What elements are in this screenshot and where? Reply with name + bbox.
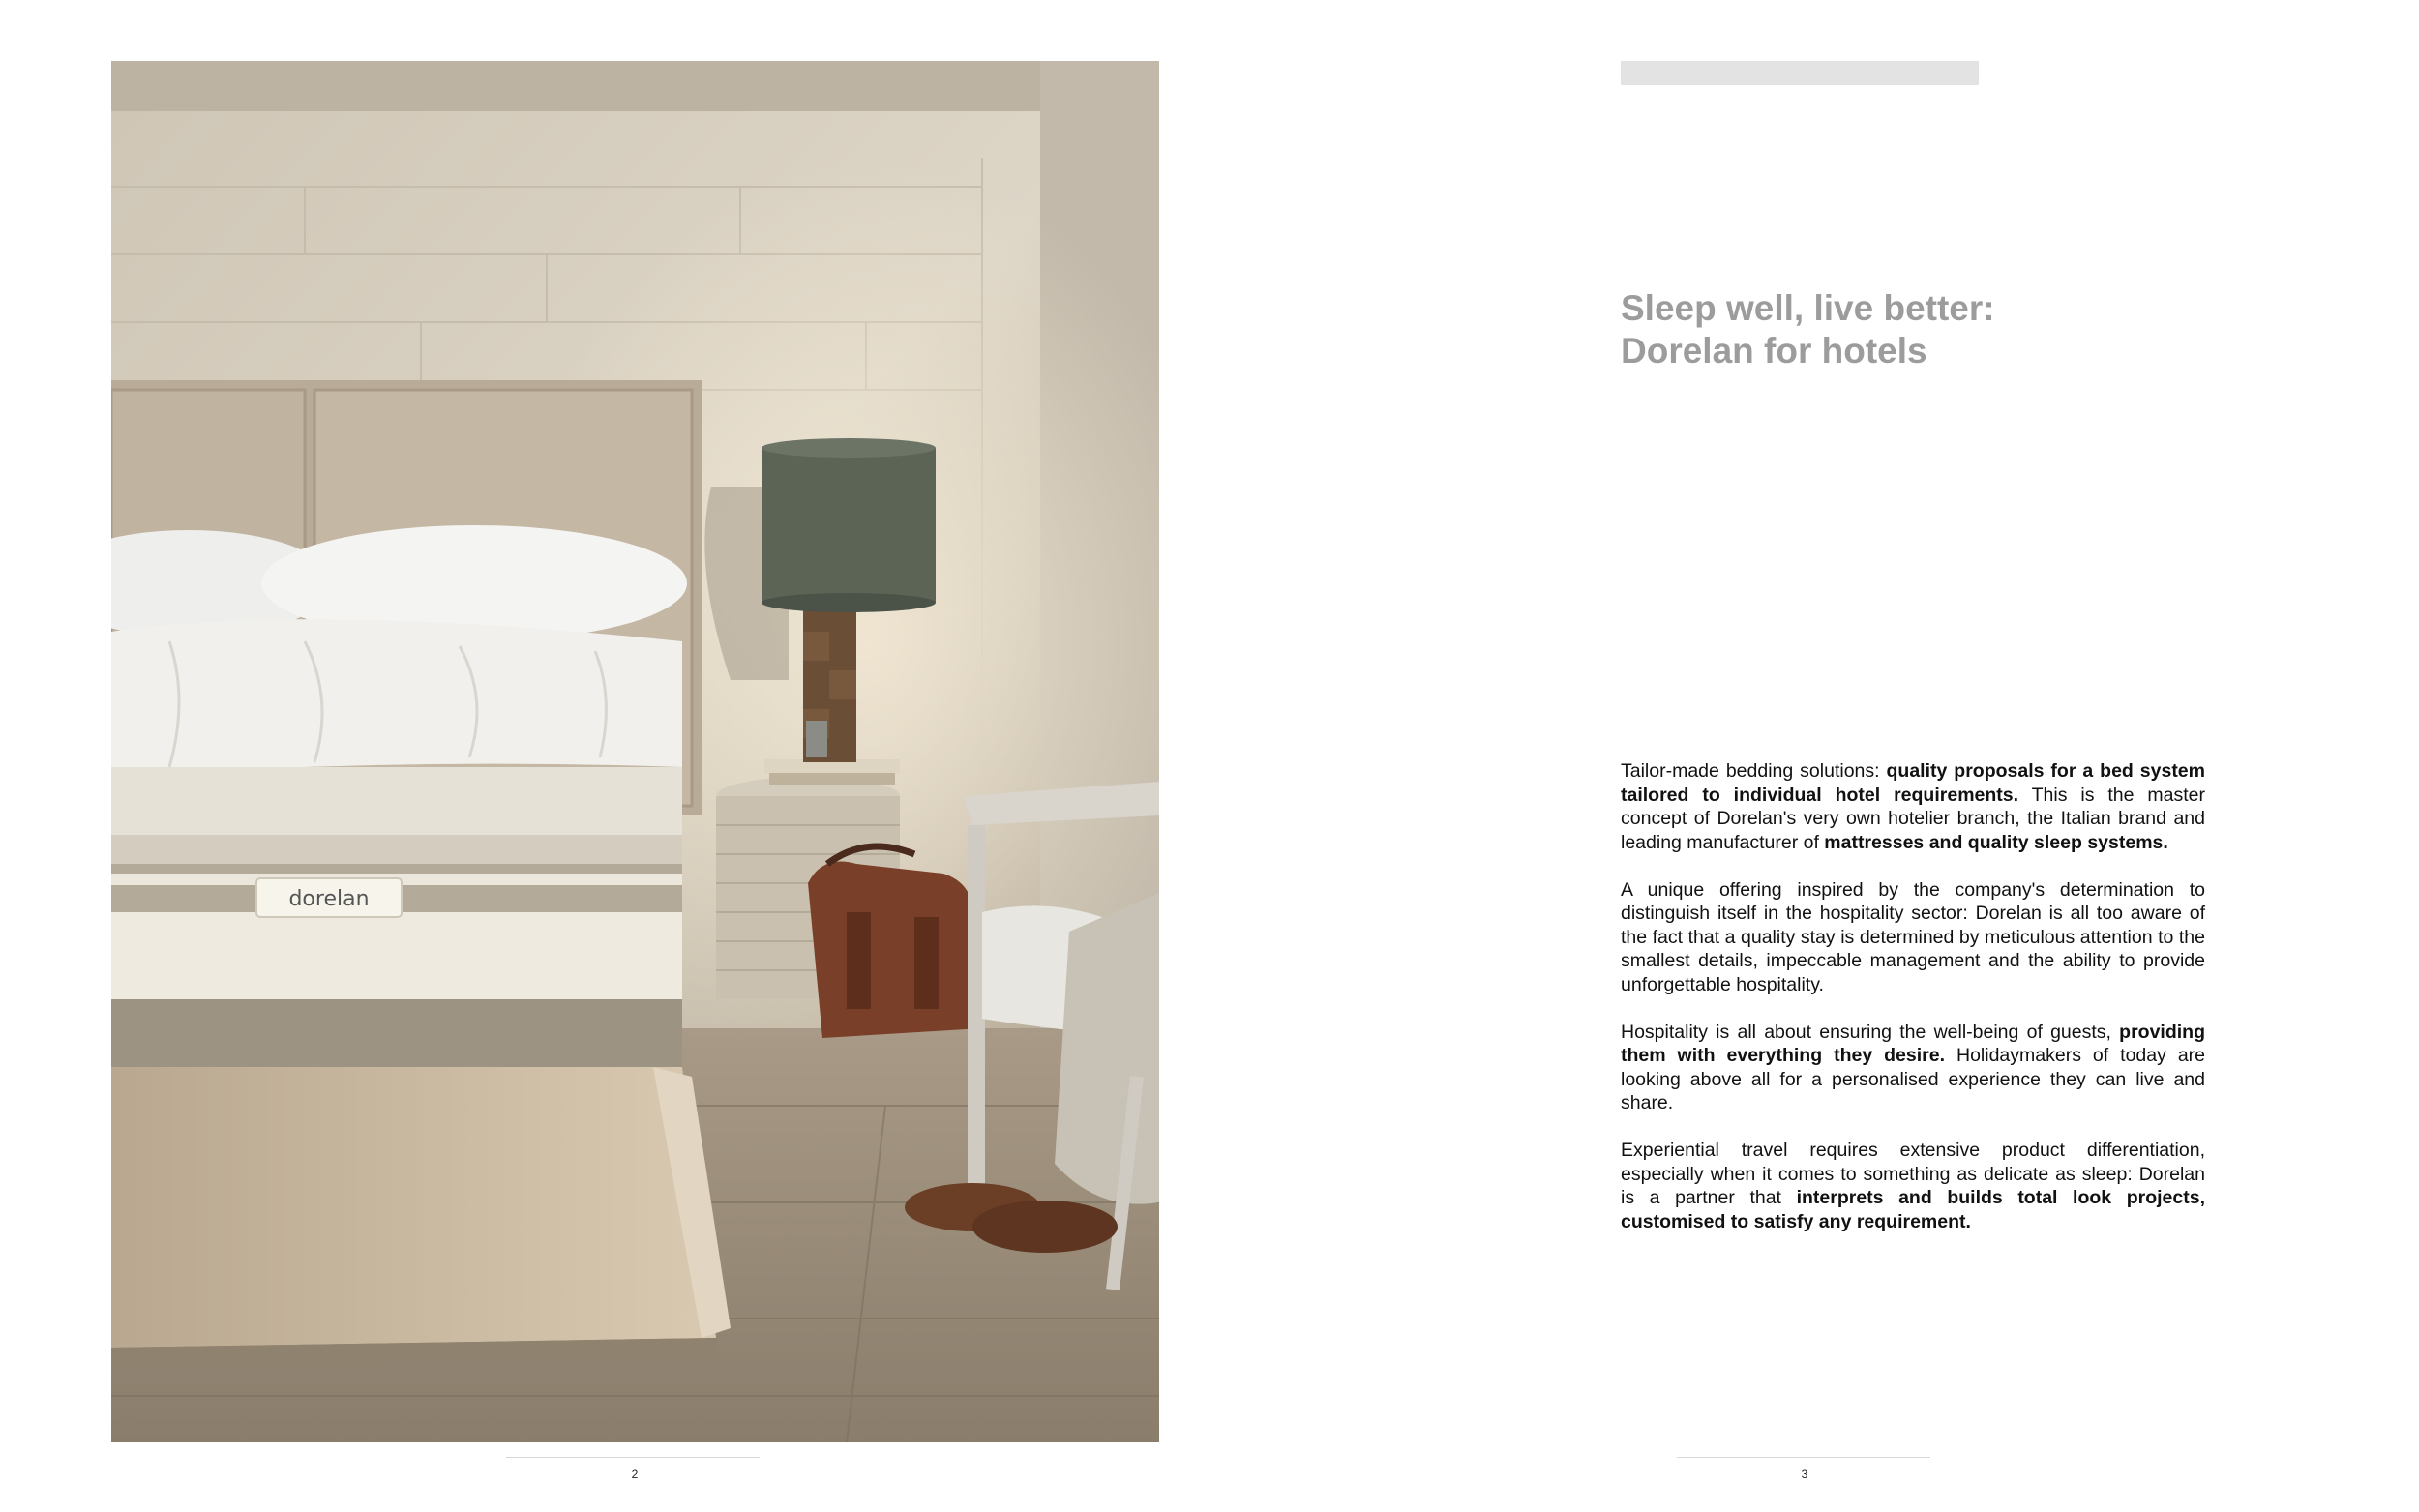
body-paragraph bbox=[1621, 759, 2205, 854]
page-title bbox=[1621, 287, 2201, 372]
paragraph-text: Holidaymakers of today are looking above all for a personalised experience they can live and share. bbox=[1621, 1045, 2205, 1113]
emphasized-text: interprets and builds total look projects, customised to satisfy any requirement. bbox=[1621, 1187, 2205, 1232]
right-page-number: 3 bbox=[1801, 1468, 1808, 1481]
body-paragraph bbox=[1621, 878, 2205, 997]
body-text bbox=[1621, 759, 2205, 1258]
page-title-line-1: Sleep well, live better: bbox=[1621, 288, 1995, 328]
emphasized-text: mattresses and quality sleep systems. bbox=[1824, 831, 2168, 853]
paragraph-text: A unique offering inspired by the company's determination to distinguish itself in the hospitality sector: Dorelan is all too aware of the fact that a quality stay is determined by meticulous attention to the smallest details, impeccable management and the ability to provide unforgettable hospitality. bbox=[1621, 878, 2205, 995]
bedroom-photo bbox=[111, 61, 1159, 1442]
paragraph-text: Experiential travel requires extensive product differentiation, especially when it comes to something as delicate as sleep: Dorelan is a partner that bbox=[1621, 1140, 2205, 1208]
body-paragraph bbox=[1621, 1139, 2205, 1233]
emphasized-text: providing them with everything they desire. bbox=[1621, 1021, 2205, 1066]
left-page-number: 2 bbox=[631, 1468, 639, 1481]
paragraph-text: Tailor-made bedding solutions: bbox=[1621, 760, 1887, 782]
right-footer-rule bbox=[1677, 1457, 1930, 1458]
body-paragraph bbox=[1621, 1021, 2205, 1115]
mattress-brand-label: dorelan bbox=[288, 887, 370, 911]
paragraph-text: Hospitality is all about ensuring the well-being of guests, bbox=[1621, 1021, 2120, 1043]
bedroom-photo-illustration bbox=[111, 61, 1159, 1442]
paragraph-text: This is the master concept of Dorelan's very own hotelier branch, the Italian brand and leading manufacturer of bbox=[1621, 784, 2205, 853]
left-footer-rule bbox=[506, 1457, 760, 1458]
header-placeholder-bar bbox=[1621, 61, 1979, 85]
page-title-line-2: Dorelan for hotels bbox=[1621, 331, 1927, 371]
emphasized-text: quality proposals for a bed system tailored to individual hotel requirements. bbox=[1621, 760, 2205, 806]
